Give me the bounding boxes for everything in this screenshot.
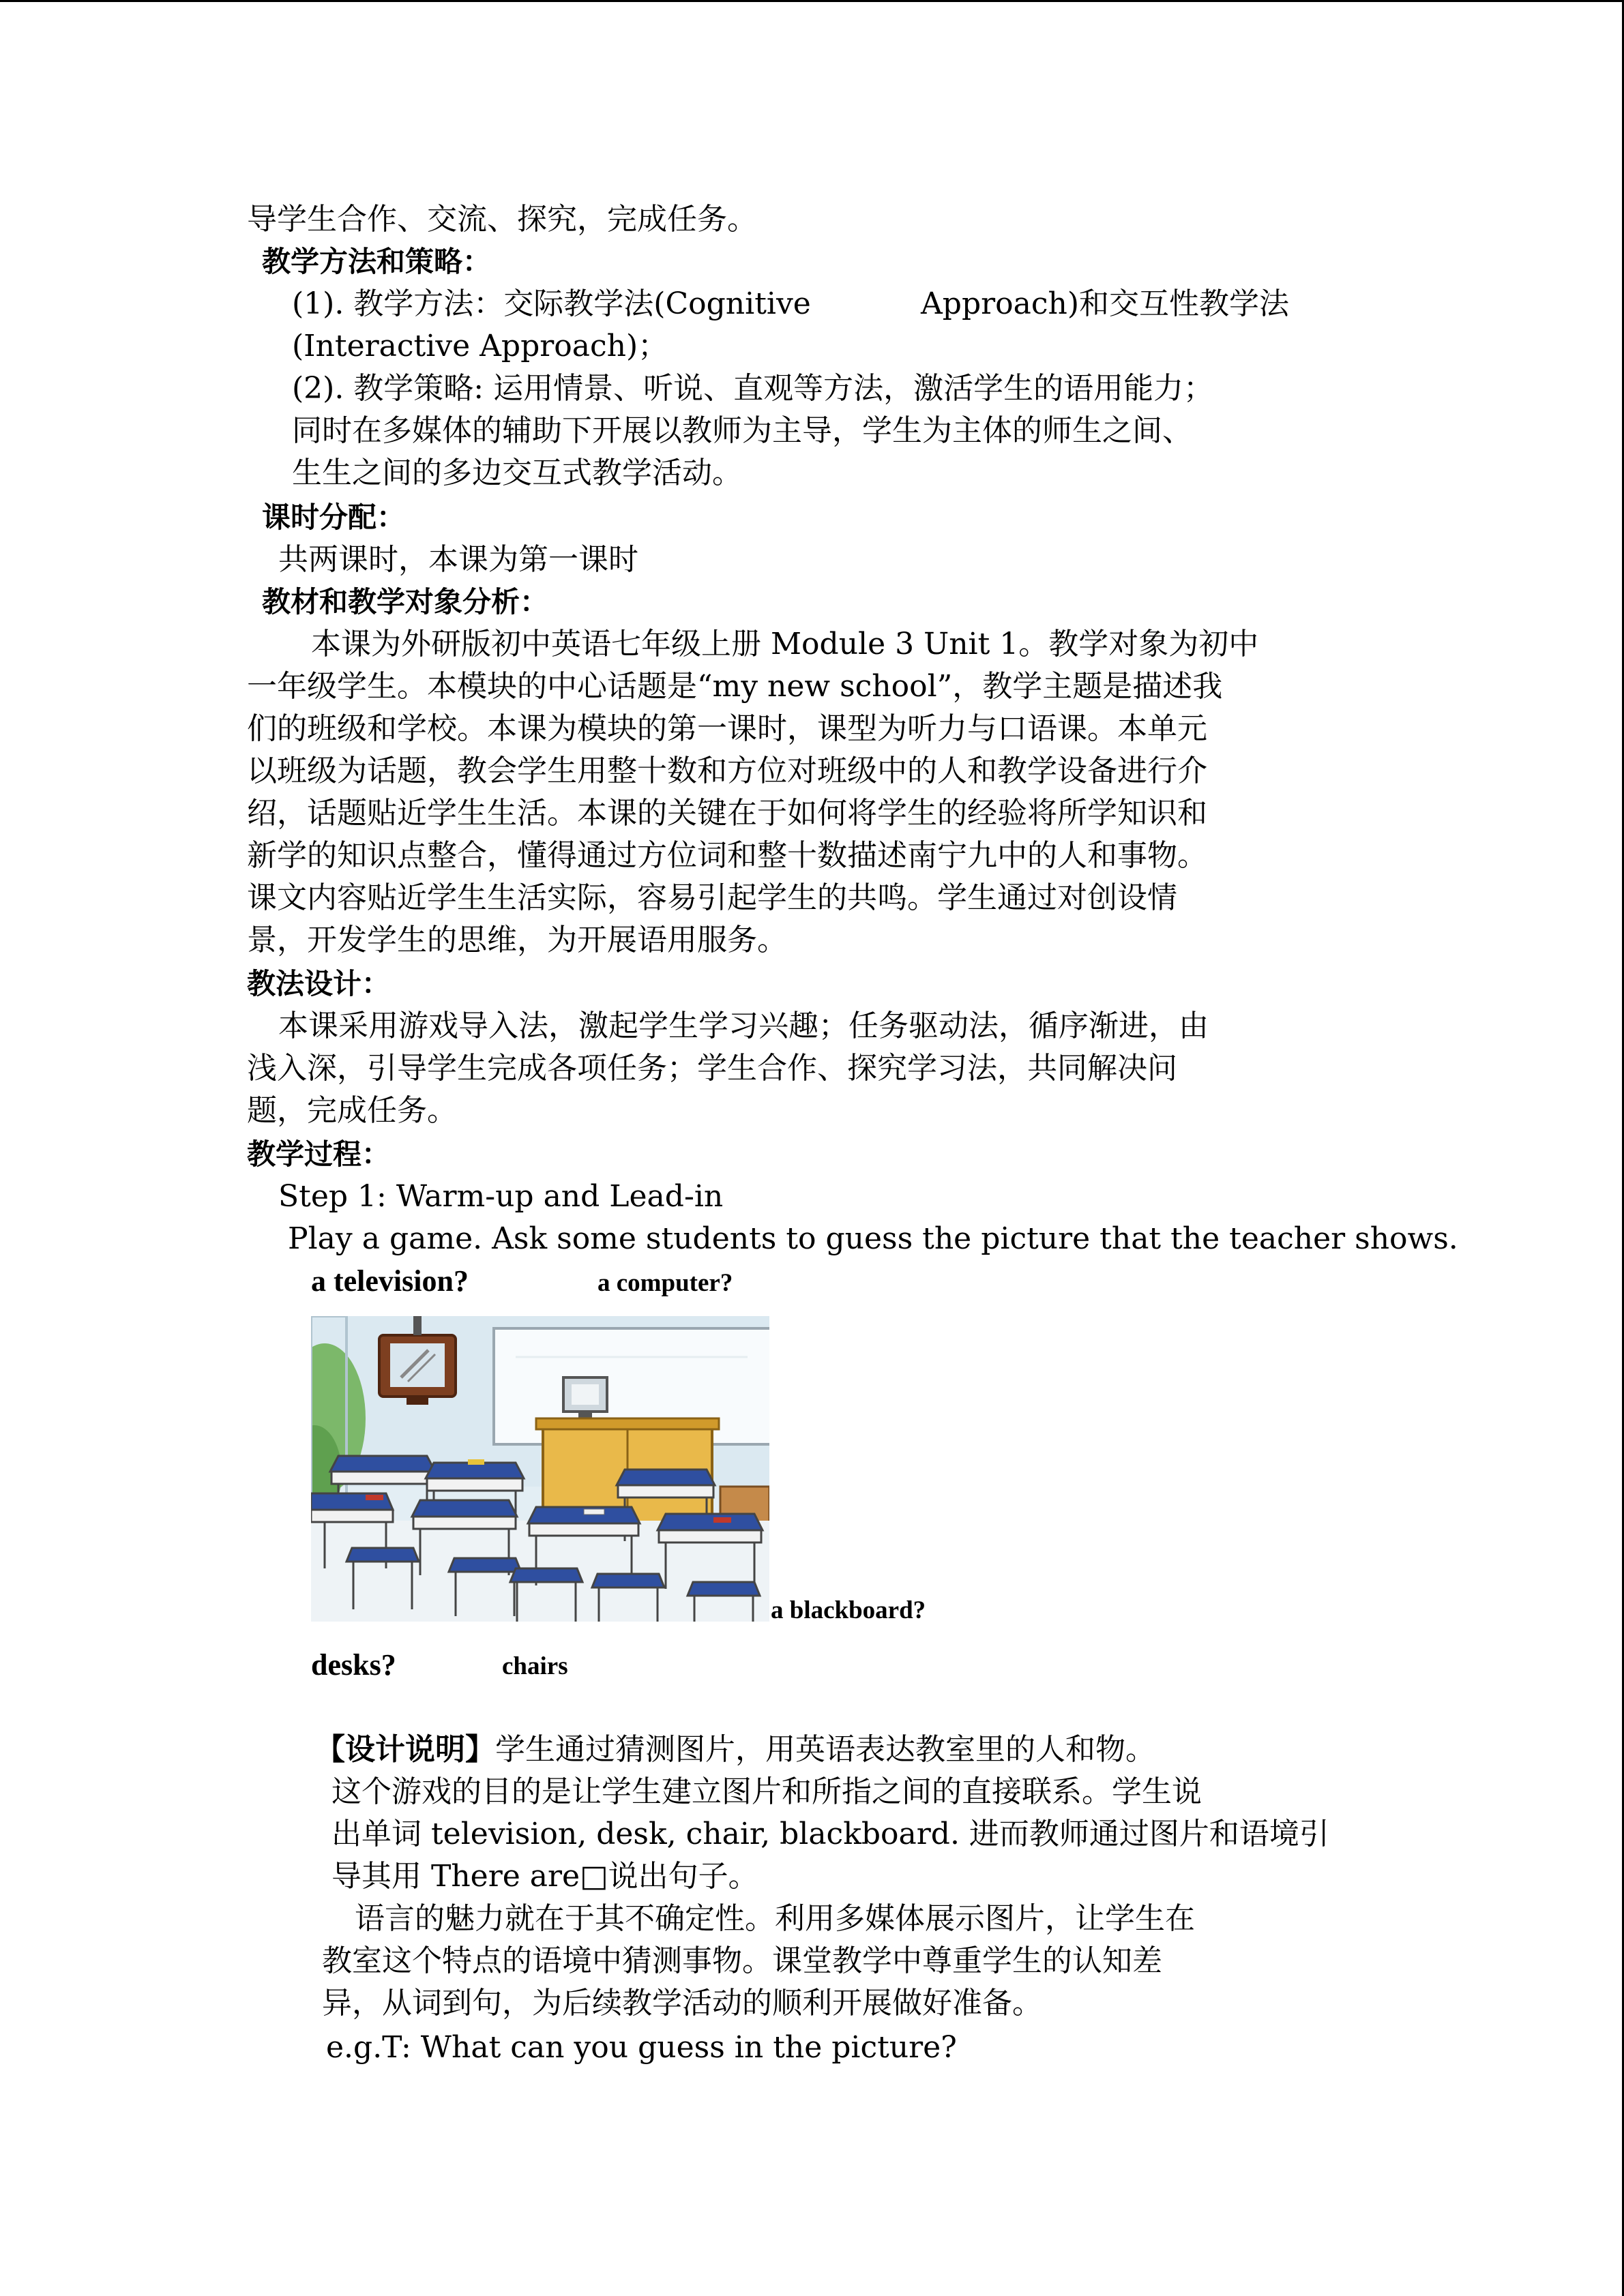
label-blackboard: a blackboard? [771, 1596, 926, 1624]
text-line: 们的班级和学校。本课为模块的第一课时，课型为听力与口语课。本单元 [247, 711, 1207, 746]
text-line: 出单词 television, desk, chair, blackboard. 进而教师通过图片和语境引 [331, 1817, 1329, 1851]
text-line: 导其用 There are□说出句子。 [331, 1859, 758, 1894]
heading-design: 教法设计： [247, 967, 391, 1000]
text-line: 共两课时，本课为第一课时 [278, 542, 638, 577]
text-line: 课文内容贴近学生生活实际，容易引起学生的共鸣。学生通过对创设情 [247, 880, 1177, 915]
text-line: 绍，话题贴近学生生活。本课的关键在于如何将学生的经验将所学知识和 [247, 796, 1207, 831]
text-line: 浅入深，引导学生完成各项任务；学生合作、探究学习法，共同解决问 [247, 1051, 1177, 1086]
label-computer: a computer? [597, 1269, 733, 1297]
label-television: a television? [311, 1264, 469, 1298]
classroom-picture [311, 1316, 769, 1622]
text-line: 本课采用游戏导入法，激起学生学习兴趣；任务驱动法，循序渐进，由 [278, 1009, 1209, 1043]
text-line: 本课为外研版初中英语七年级上册 Module 3 Unit 1。教学对象为初中 [311, 627, 1259, 661]
text-line: Play a game. Ask some students to guess the picture that the teacher shows. [288, 1221, 1458, 1256]
page-top-border [0, 0, 1624, 2]
text-line: 生生之间的多边交互式教学活动。 [292, 456, 742, 490]
text-line: 异，从词到句，为后续教学活动的顺利开展做好准备。 [322, 1986, 1042, 2021]
text-line: Approach)和交互性教学法 [921, 286, 1290, 321]
design-note-line [315, 1729, 1155, 1771]
text-line: (2). 教学策略: 运用情景、听说、直观等方法，激活学生的语用能力； [292, 371, 1214, 406]
text-line: 一年级学生。本模块的中心话题是“my new school”，教学主题是描述我 [247, 669, 1223, 704]
text-line: (1). 教学方法：交际教学法(Cognitive [292, 286, 811, 321]
step-title: Step 1: Warm-up and Lead-in [278, 1179, 724, 1214]
heading-periods: 课时分配： [262, 501, 406, 534]
label-chairs: chairs [502, 1652, 568, 1680]
label-desks: desks? [311, 1648, 396, 1682]
text-line: 以班级为话题，教会学生用整十数和方位对班级中的人和教学设备进行介 [247, 754, 1207, 788]
example-line: e.g.T: What can you guess in the picture? [326, 2030, 957, 2065]
heading-process: 教学过程： [247, 1137, 391, 1171]
text-line: 语言的魅力就在于其不确定性。利用多媒体展示图片，让学生在 [355, 1901, 1195, 1936]
design-note-text: 学生通过猜测图片，用英语表达教室里的人和物。 [495, 1732, 1155, 1767]
heading-methods: 教学方法和策略： [262, 245, 492, 278]
heading-analysis: 教材和教学对象分析： [262, 585, 549, 618]
text-line: 题，完成任务。 [247, 1093, 457, 1128]
design-note-title: 【设计说明】 [315, 1732, 495, 1767]
text-line: (Interactive Approach)； [292, 329, 668, 363]
text-line: 教室这个特点的语境中猜测事物。课堂教学中尊重学生的认知差 [322, 1943, 1162, 1978]
text-line: 新学的知识点整合，懂得通过方位词和整十数描述南宁九中的人和事物。 [247, 838, 1207, 873]
text-line: 同时在多媒体的辅助下开展以教师为主导，学生为主体的师生之间、 [292, 413, 1192, 448]
text-line: 景，开发学生的思维，为开展语用服务。 [247, 923, 787, 957]
text-line: 这个游戏的目的是让学生建立图片和所指之间的直接联系。学生说 [331, 1774, 1202, 1809]
text-line: 导学生合作、交流、探究，完成任务。 [247, 202, 757, 237]
